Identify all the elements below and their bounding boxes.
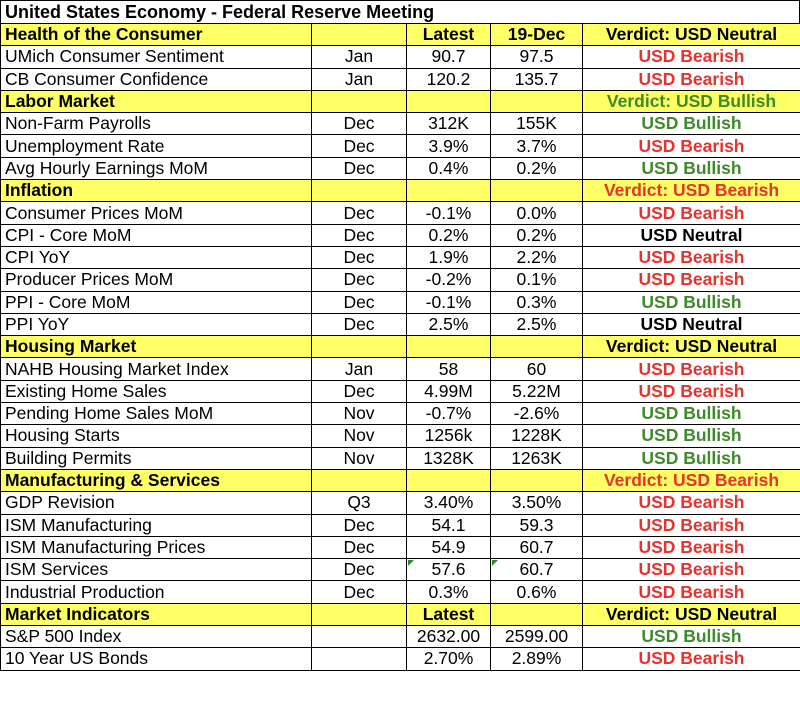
table-row <box>1 291 800 313</box>
indicator-name: Health of the Consumer <box>1 24 312 46</box>
indicator-name: Consumer Prices MoM <box>1 202 312 224</box>
table-row <box>1 536 800 558</box>
verdict-label: USD Bearish <box>638 536 745 557</box>
previous-value: 3.50% <box>491 492 583 514</box>
latest-value: 4.99M <box>407 380 491 402</box>
verdict-cell <box>583 313 800 335</box>
verdict-cell <box>583 358 800 380</box>
verdict-label: USD Bullish <box>641 626 742 647</box>
indicator-name: Unemployment Rate <box>1 135 312 157</box>
verdict-label: USD Bearish <box>638 514 745 535</box>
period-cell: Dec <box>312 113 407 135</box>
previous-value: 0.0% <box>491 202 583 224</box>
latest-value: 54.9 <box>407 536 491 558</box>
indicator-name: Labor Market <box>1 90 312 112</box>
verdict-cell <box>583 291 800 313</box>
verdict-cell <box>583 90 800 112</box>
indicator-name: Existing Home Sales <box>1 380 312 402</box>
period-cell <box>312 336 407 358</box>
indicator-name: Avg Hourly Earnings MoM <box>1 157 312 179</box>
latest-value: 3.9% <box>407 135 491 157</box>
period-cell: Dec <box>312 380 407 402</box>
period-cell: Q3 <box>312 492 407 514</box>
indicator-name: PPI YoY <box>1 313 312 335</box>
previous-value: 60.7 <box>491 559 583 581</box>
indicator-name: Non-Farm Payrolls <box>1 113 312 135</box>
verdict-label: USD Bearish <box>638 247 745 268</box>
verdict-cell <box>583 202 800 224</box>
latest-value: 0.2% <box>407 224 491 246</box>
period-cell: Dec <box>312 202 407 224</box>
verdict-label: Verdict: USD Bearish <box>603 470 780 491</box>
latest-value: Latest <box>407 24 491 46</box>
previous-value: 0.3% <box>491 291 583 313</box>
latest-value: 2632.00 <box>407 626 491 648</box>
latest-value: -0.1% <box>407 291 491 313</box>
latest-value: 312K <box>407 113 491 135</box>
section-header-row <box>1 90 800 112</box>
previous-value: 19-Dec <box>491 24 583 46</box>
verdict-label: Verdict: USD Bearish <box>603 180 780 201</box>
indicator-name: 10 Year US Bonds <box>1 648 312 670</box>
latest-value <box>407 336 491 358</box>
verdict-cell <box>583 113 800 135</box>
latest-value <box>407 180 491 202</box>
period-cell: Dec <box>312 224 407 246</box>
table-row <box>1 648 800 670</box>
latest-value: 1328K <box>407 447 491 469</box>
period-cell <box>312 626 407 648</box>
verdict-cell <box>583 46 800 68</box>
verdict-label: USD Bullish <box>641 157 742 178</box>
indicator-name: ISM Manufacturing Prices <box>1 536 312 558</box>
verdict-label: USD Bullish <box>641 447 742 468</box>
period-cell: Dec <box>312 269 407 291</box>
section-header-row <box>1 336 800 358</box>
verdict-label: USD Neutral <box>640 314 743 334</box>
previous-value: 5.22M <box>491 380 583 402</box>
previous-value: 59.3 <box>491 514 583 536</box>
indicator-name: CB Consumer Confidence <box>1 68 312 90</box>
verdict-label: USD Bearish <box>638 358 745 379</box>
verdict-label: USD Neutral <box>640 224 743 245</box>
section-header-row <box>1 24 800 46</box>
latest-value: 0.3% <box>407 581 491 603</box>
verdict-label: Verdict: USD Neutral <box>605 24 778 45</box>
latest-value: 2.70% <box>407 648 491 670</box>
verdict-label: USD Bearish <box>638 559 745 580</box>
table-row <box>1 202 800 224</box>
verdict-cell <box>583 648 800 670</box>
previous-value: 0.2% <box>491 224 583 246</box>
latest-value: -0.2% <box>407 269 491 291</box>
section-header-row <box>1 469 800 491</box>
verdict-label: USD Bearish <box>638 581 745 602</box>
latest-value <box>407 90 491 112</box>
previous-value: 2.89% <box>491 648 583 670</box>
verdict-label: USD Bullish <box>641 403 742 424</box>
indicator-name: Housing Starts <box>1 425 312 447</box>
previous-value: 135.7 <box>491 68 583 90</box>
previous-value: 0.1% <box>491 269 583 291</box>
verdict-cell <box>583 336 800 358</box>
verdict-label: USD Bearish <box>638 492 745 513</box>
verdict-cell <box>583 24 800 46</box>
indicator-name: S&P 500 Index <box>1 626 312 648</box>
section-header-row <box>1 180 800 202</box>
latest-value: 54.1 <box>407 514 491 536</box>
indicator-name: CPI YoY <box>1 246 312 268</box>
latest-value: 58 <box>407 358 491 380</box>
economy-table <box>0 23 800 671</box>
period-cell: Nov <box>312 403 407 425</box>
period-cell: Dec <box>312 291 407 313</box>
table-row <box>1 559 800 581</box>
section-header-row <box>1 603 800 625</box>
verdict-cell <box>583 180 800 202</box>
verdict-cell <box>583 246 800 268</box>
latest-value: 120.2 <box>407 68 491 90</box>
indicator-name: ISM Manufacturing <box>1 514 312 536</box>
verdict-cell <box>583 68 800 90</box>
table-body <box>1 24 800 671</box>
indicator-name: NAHB Housing Market Index <box>1 358 312 380</box>
verdict-label: USD Bearish <box>638 648 745 669</box>
indicator-name: Manufacturing & Services <box>1 469 312 491</box>
indicator-name: Building Permits <box>1 447 312 469</box>
indicator-name: GDP Revision <box>1 492 312 514</box>
table-row <box>1 358 800 380</box>
previous-value <box>491 603 583 625</box>
latest-value <box>407 469 491 491</box>
table-row <box>1 492 800 514</box>
verdict-cell <box>583 157 800 179</box>
verdict-label: USD Bearish <box>638 269 745 290</box>
period-cell: Dec <box>312 581 407 603</box>
period-cell <box>312 469 407 491</box>
period-cell: Dec <box>312 246 407 268</box>
previous-value: -2.6% <box>491 403 583 425</box>
period-cell: Dec <box>312 157 407 179</box>
verdict-cell <box>583 514 800 536</box>
indicator-name: ISM Services <box>1 559 312 581</box>
period-cell: Dec <box>312 536 407 558</box>
period-cell <box>312 24 407 46</box>
latest-value: 0.4% <box>407 157 491 179</box>
period-cell <box>312 90 407 112</box>
period-cell <box>312 603 407 625</box>
verdict-label: USD Bearish <box>638 380 745 401</box>
indicator-name: Market Indicators <box>1 603 312 625</box>
period-cell: Jan <box>312 46 407 68</box>
period-cell <box>312 648 407 670</box>
verdict-label: USD Bullish <box>641 291 742 312</box>
previous-value: 60.7 <box>491 536 583 558</box>
verdict-cell <box>583 224 800 246</box>
table-row <box>1 135 800 157</box>
latest-value: 90.7 <box>407 46 491 68</box>
previous-value: 0.6% <box>491 581 583 603</box>
indicator-name: Housing Market <box>1 336 312 358</box>
period-cell <box>312 180 407 202</box>
previous-value: 60 <box>491 358 583 380</box>
page-title: United States Economy - Federal Reserve Meeting <box>0 0 800 23</box>
previous-value <box>491 336 583 358</box>
table-row <box>1 157 800 179</box>
latest-value: 2.5% <box>407 313 491 335</box>
verdict-cell <box>583 603 800 625</box>
table-row <box>1 46 800 68</box>
verdict-cell <box>583 135 800 157</box>
latest-value: 57.6 <box>407 559 491 581</box>
verdict-label: USD Bearish <box>638 68 745 89</box>
table-row <box>1 246 800 268</box>
period-cell: Nov <box>312 447 407 469</box>
table-row <box>1 514 800 536</box>
previous-value: 1263K <box>491 447 583 469</box>
table-row <box>1 626 800 648</box>
period-cell: Jan <box>312 68 407 90</box>
verdict-cell <box>583 425 800 447</box>
verdict-label: USD Bearish <box>638 202 745 223</box>
indicator-name: Producer Prices MoM <box>1 269 312 291</box>
verdict-label: Verdict: USD Bullish <box>606 91 777 112</box>
verdict-cell <box>583 469 800 491</box>
indicator-name: Inflation <box>1 180 312 202</box>
indicator-name: UMich Consumer Sentiment <box>1 46 312 68</box>
table-row <box>1 224 800 246</box>
table-row <box>1 447 800 469</box>
previous-value <box>491 90 583 112</box>
previous-value: 2.5% <box>491 313 583 335</box>
latest-value: 1.9% <box>407 246 491 268</box>
table-row <box>1 581 800 603</box>
period-cell: Dec <box>312 559 407 581</box>
latest-value: 3.40% <box>407 492 491 514</box>
verdict-cell <box>583 536 800 558</box>
period-cell: Dec <box>312 135 407 157</box>
indicator-name: CPI - Core MoM <box>1 224 312 246</box>
verdict-cell <box>583 492 800 514</box>
verdict-label: Verdict: USD Neutral <box>605 336 778 357</box>
verdict-cell <box>583 403 800 425</box>
indicator-name: PPI - Core MoM <box>1 291 312 313</box>
verdict-cell <box>583 626 800 648</box>
previous-value <box>491 180 583 202</box>
verdict-cell <box>583 581 800 603</box>
previous-value: 155K <box>491 113 583 135</box>
table-row <box>1 113 800 135</box>
latest-value: Latest <box>407 603 491 625</box>
previous-value <box>491 469 583 491</box>
period-cell: Jan <box>312 358 407 380</box>
table-row <box>1 403 800 425</box>
latest-value: -0.7% <box>407 403 491 425</box>
verdict-label: USD Bullish <box>641 113 742 134</box>
verdict-cell <box>583 269 800 291</box>
verdict-label: USD Bullish <box>641 425 742 446</box>
latest-value: 1256k <box>407 425 491 447</box>
period-cell: Dec <box>312 514 407 536</box>
verdict-label: USD Bearish <box>638 135 745 156</box>
period-cell: Nov <box>312 425 407 447</box>
table-row <box>1 269 800 291</box>
table-row <box>1 68 800 90</box>
verdict-label: USD Bearish <box>638 46 745 67</box>
table-row <box>1 380 800 402</box>
period-cell: Dec <box>312 313 407 335</box>
previous-value: 2.2% <box>491 246 583 268</box>
indicator-name: Pending Home Sales MoM <box>1 403 312 425</box>
table-row <box>1 313 800 335</box>
previous-value: 2599.00 <box>491 626 583 648</box>
verdict-cell <box>583 447 800 469</box>
previous-value: 3.7% <box>491 135 583 157</box>
latest-value: -0.1% <box>407 202 491 224</box>
previous-value: 0.2% <box>491 157 583 179</box>
verdict-label: Verdict: USD Neutral <box>605 603 778 624</box>
verdict-cell <box>583 559 800 581</box>
verdict-cell <box>583 380 800 402</box>
previous-value: 97.5 <box>491 46 583 68</box>
previous-value: 1228K <box>491 425 583 447</box>
table-row <box>1 425 800 447</box>
indicator-name: Industrial Production <box>1 581 312 603</box>
